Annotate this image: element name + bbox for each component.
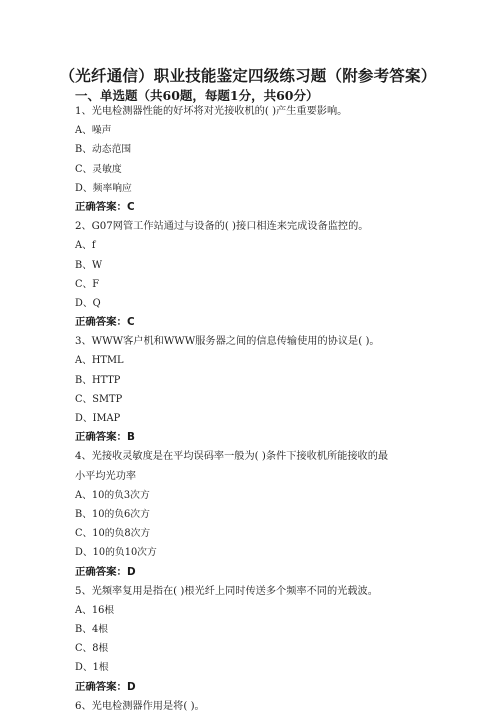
question-text: 5、光频率复用是指在( )根光纤上同时传送多个频率不同的光载波。 <box>75 585 378 597</box>
option-a: A、16根 <box>75 604 115 616</box>
option-b: B、10的负6次方 <box>75 508 150 520</box>
question-text: 4、光接收灵敏度是在平均误码率一般为( )条件下接收机所能接收的最 <box>75 451 389 463</box>
question-text: 3、WWW客户机和WWW服务器之间的信息传输使用的协议是( )。 <box>75 336 380 348</box>
option-a: A、10的负3次方 <box>75 489 150 501</box>
option-a: A、噪声 <box>75 125 112 137</box>
question-2 <box>75 217 435 332</box>
question-4 <box>75 447 435 581</box>
question-text: 1、光电检测器性能的好坏将对光接收机的( )产生重要影响。 <box>75 106 348 117</box>
correct-answer: 正确答案：D <box>75 565 136 578</box>
correct-answer: 正确答案：D <box>75 680 136 693</box>
option-d: D、频率响应 <box>75 182 132 194</box>
question-text: 2、G07网管工作站通过与设备的( )接口相连来完成设备监控的。 <box>75 221 369 233</box>
option-c: C、灵敏度 <box>75 163 122 175</box>
option-b: B、HTTP <box>75 374 121 386</box>
correct-answer: 正确答案：C <box>75 316 135 329</box>
option-d: D、Q <box>75 297 101 309</box>
option-b: B、4根 <box>75 624 109 636</box>
option-a: A、HTML <box>75 355 124 367</box>
option-c: C、8根 <box>75 643 109 655</box>
option-d: D、IMAP <box>75 413 121 424</box>
option-c: C、SMTP <box>75 393 123 405</box>
document-title: （光纤通信）职业技能鉴定四级练习题（附参考答案） <box>59 66 437 85</box>
option-a: A、f <box>75 240 96 252</box>
question-3 <box>75 332 435 447</box>
question-6 <box>75 697 435 716</box>
question-1 <box>75 102 435 217</box>
option-b: B、动态范围 <box>75 144 132 156</box>
question-text-continued: 小平均光功率 <box>75 470 137 482</box>
section-heading: 一、单选题（共60题，每题1分，共60分） <box>75 88 319 103</box>
option-d: D、10的负10次方 <box>75 547 157 559</box>
option-d: D、1根 <box>75 662 109 674</box>
option-c: C、10的负8次方 <box>75 528 151 540</box>
question-list <box>75 102 435 716</box>
correct-answer: 正确答案：B <box>75 431 135 444</box>
question-text: 6、光电检测器作用是将( )。 <box>75 700 205 712</box>
option-b: B、W <box>75 259 103 271</box>
correct-answer: 正确答案：C <box>75 200 135 213</box>
option-c: C、F <box>75 278 100 290</box>
question-5 <box>75 582 435 697</box>
